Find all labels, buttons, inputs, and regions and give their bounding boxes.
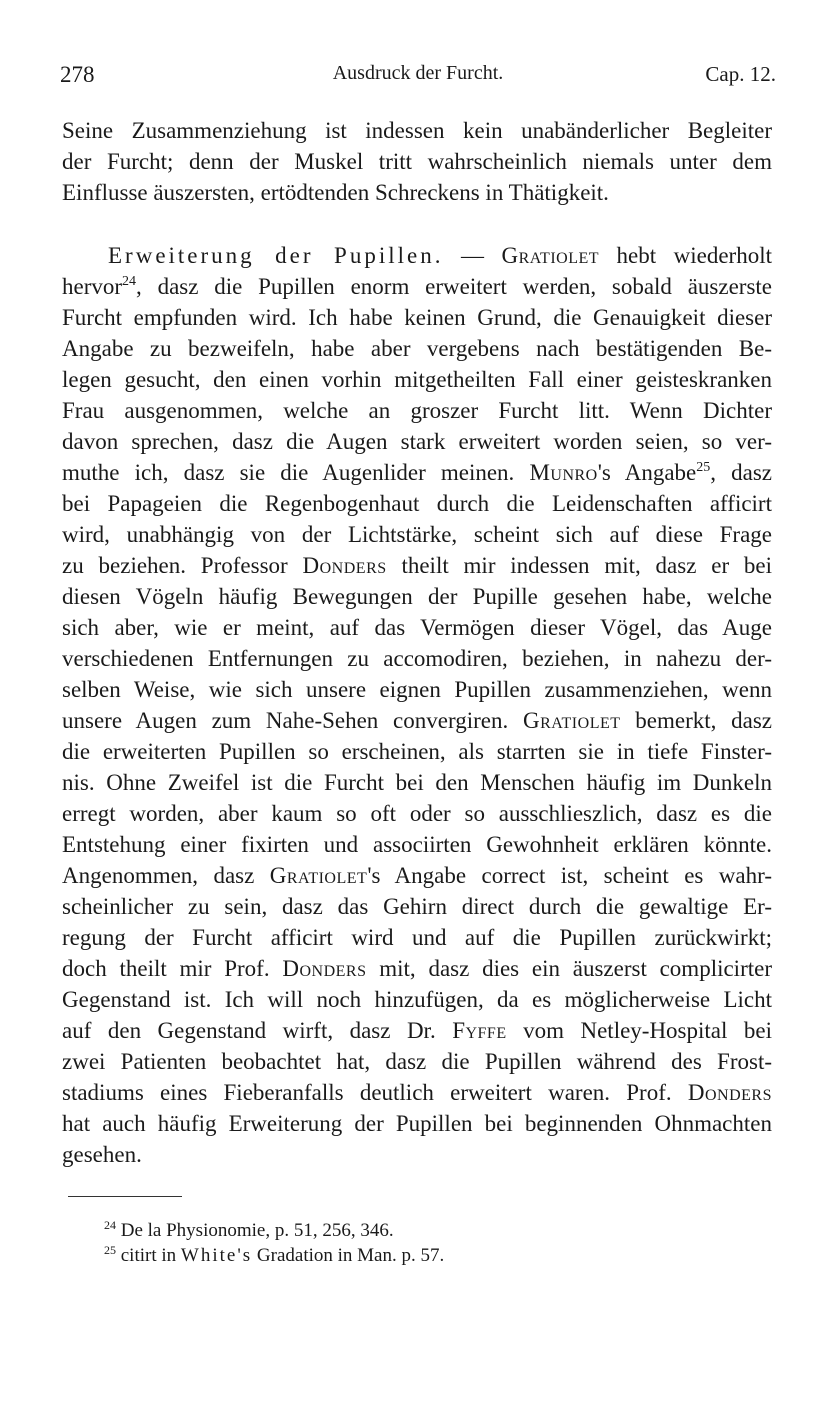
- section-heading-line: Erweiterung der Pupillen. — Gratiolet hebt wiederholt: [108, 243, 772, 268]
- page-header: [60, 62, 776, 94]
- text-line: scheinlicher zu sein, dasz das Gehirn direct durch die gewaltige Er-: [62, 894, 772, 919]
- text-line: Gegenstand ist. Ich will noch hinzufügen, da es möglicherweise Licht: [62, 987, 772, 1012]
- text-line: regung der Furcht afficirt wird und auf die Pupillen zurückwirkt;: [62, 925, 772, 950]
- text-line: Seine Zusammenziehung ist indessen kein unabänderlicher Begleiter: [62, 118, 772, 143]
- text-line: davon sprechen, dasz die Augen stark erweitert worden seien, so ver-: [62, 429, 772, 454]
- text-line: verschiedenen Entfernungen zu accomodiren, beziehen, in nahezu der-: [62, 646, 772, 671]
- text-line: zwei Patienten beobachtet hat, dasz die Pupillen während des Frost-: [62, 1049, 772, 1074]
- text-line: gesehen.: [62, 1142, 142, 1167]
- footnote-ref: 25: [696, 460, 711, 475]
- footnote: $^{25}$ citirt in White's Gradation in Man. p. 57.: [104, 1243, 445, 1266]
- text-line: doch theilt mir Prof. Donders mit, dasz dies ein äuszerst complicirter: [62, 956, 772, 981]
- text-line: stadiums eines Fieberanfalls deutlich erweitert waren. Prof. Donders: [62, 1080, 772, 1105]
- author-name: Donders: [282, 956, 367, 981]
- text-line: unsere Augen zum Nahe-Sehen convergiren. Gratiolet bemerkt, dasz: [62, 708, 772, 733]
- text-line: der Furcht; denn der Muskel tritt wahrscheinlich niemals unter dem: [62, 149, 772, 174]
- author-name: Gratiolet: [522, 708, 621, 733]
- text-line: sich aber, wie er meint, auf das Vermögen dieser Vögel, das Auge: [62, 615, 772, 640]
- footnote: $^{24}$ De la Physionomie, p. 51, 256, 346.: [104, 1218, 394, 1241]
- text-line: wird, unabhängig von der Lichtstärke, scheint sich auf diese Frage: [62, 522, 772, 547]
- text-line: nis. Ohne Zweifel ist die Furcht bei den Menschen häufig im Dunkeln: [62, 770, 772, 795]
- section-heading: Erweiterung der Pupillen.: [108, 243, 444, 268]
- running-title: Ausdruck der Furcht.: [332, 62, 504, 84]
- text-line: Angenommen, dasz Gratiolet's Angabe correct ist, scheint es wahr-: [62, 863, 772, 888]
- text-line: selben Weise, wie sich unsere eignen Pupillen zusammenziehen, wenn: [62, 677, 772, 702]
- page-number: 278: [60, 62, 95, 87]
- footnote-number: 25: [104, 1243, 116, 1257]
- text-line: Entstehung einer fixirten und associirten Gewohnheit erklären könnte.: [62, 832, 772, 857]
- text-line: zu beziehen. Professor Donders theilt mir indessen mit, dasz er bei: [62, 553, 773, 578]
- text-line: legen gesucht, den einen vorhin mitgetheilten Fall einer geisteskranken: [62, 367, 772, 392]
- author-name: Gratiolet: [501, 243, 600, 268]
- author-name: Fyffe: [452, 1018, 507, 1043]
- text-line: erregt worden, aber kaum so oft oder so ausschlieszlich, dasz es die: [62, 801, 772, 826]
- text-line: die erweiterten Pupillen so erscheinen, als starrten sie in tiefe Finster-: [62, 739, 772, 764]
- text-line: Frau ausgenommen, welche an groszer Furcht litt. Wenn Dichter: [62, 398, 772, 423]
- text-line: muthe ich, dasz sie die Augenlider meinen. Munro's Angabe$^{25}$, dasz: [62, 460, 773, 485]
- text-line: diesen Vögeln häufig Bewegungen der Pupille gesehen habe, welche: [62, 584, 772, 609]
- author-name: Gratiolet: [269, 863, 368, 888]
- footnote-number: 24: [104, 1218, 116, 1232]
- chapter-label: Cap. 12.: [705, 62, 776, 86]
- text-line: Einflusse äuszersten, ertödtenden Schreckens in Thätigkeit.: [62, 180, 609, 205]
- author-name: Donders: [687, 1080, 772, 1105]
- text-line: Furcht empfunden wird. Ich habe keinen Grund, die Genauigkeit dieser: [62, 305, 772, 330]
- text-line: bei Papageien die Regenbogenhaut durch die Leidenschaften afficirt: [62, 491, 772, 516]
- author-name: Munro: [529, 460, 598, 485]
- text-line: auf den Gegenstand wirft, dasz Dr. Fyffe vom Netley-Hospital bei: [62, 1018, 772, 1043]
- text-line: Angabe zu bezweifeln, habe aber vergebens nach bestätigenden Be-: [62, 336, 772, 361]
- footnote-divider: [68, 1196, 182, 1197]
- text-line: hervor$^{24}$, dasz die Pupillen enorm erweitert werden, sobald äuszerste: [62, 274, 772, 299]
- text-line: hat auch häufig Erweiterung der Pupillen bei beginnenden Ohnmachten: [62, 1111, 772, 1136]
- author-name: Donders: [302, 553, 387, 578]
- footnote-ref: 24: [122, 274, 137, 289]
